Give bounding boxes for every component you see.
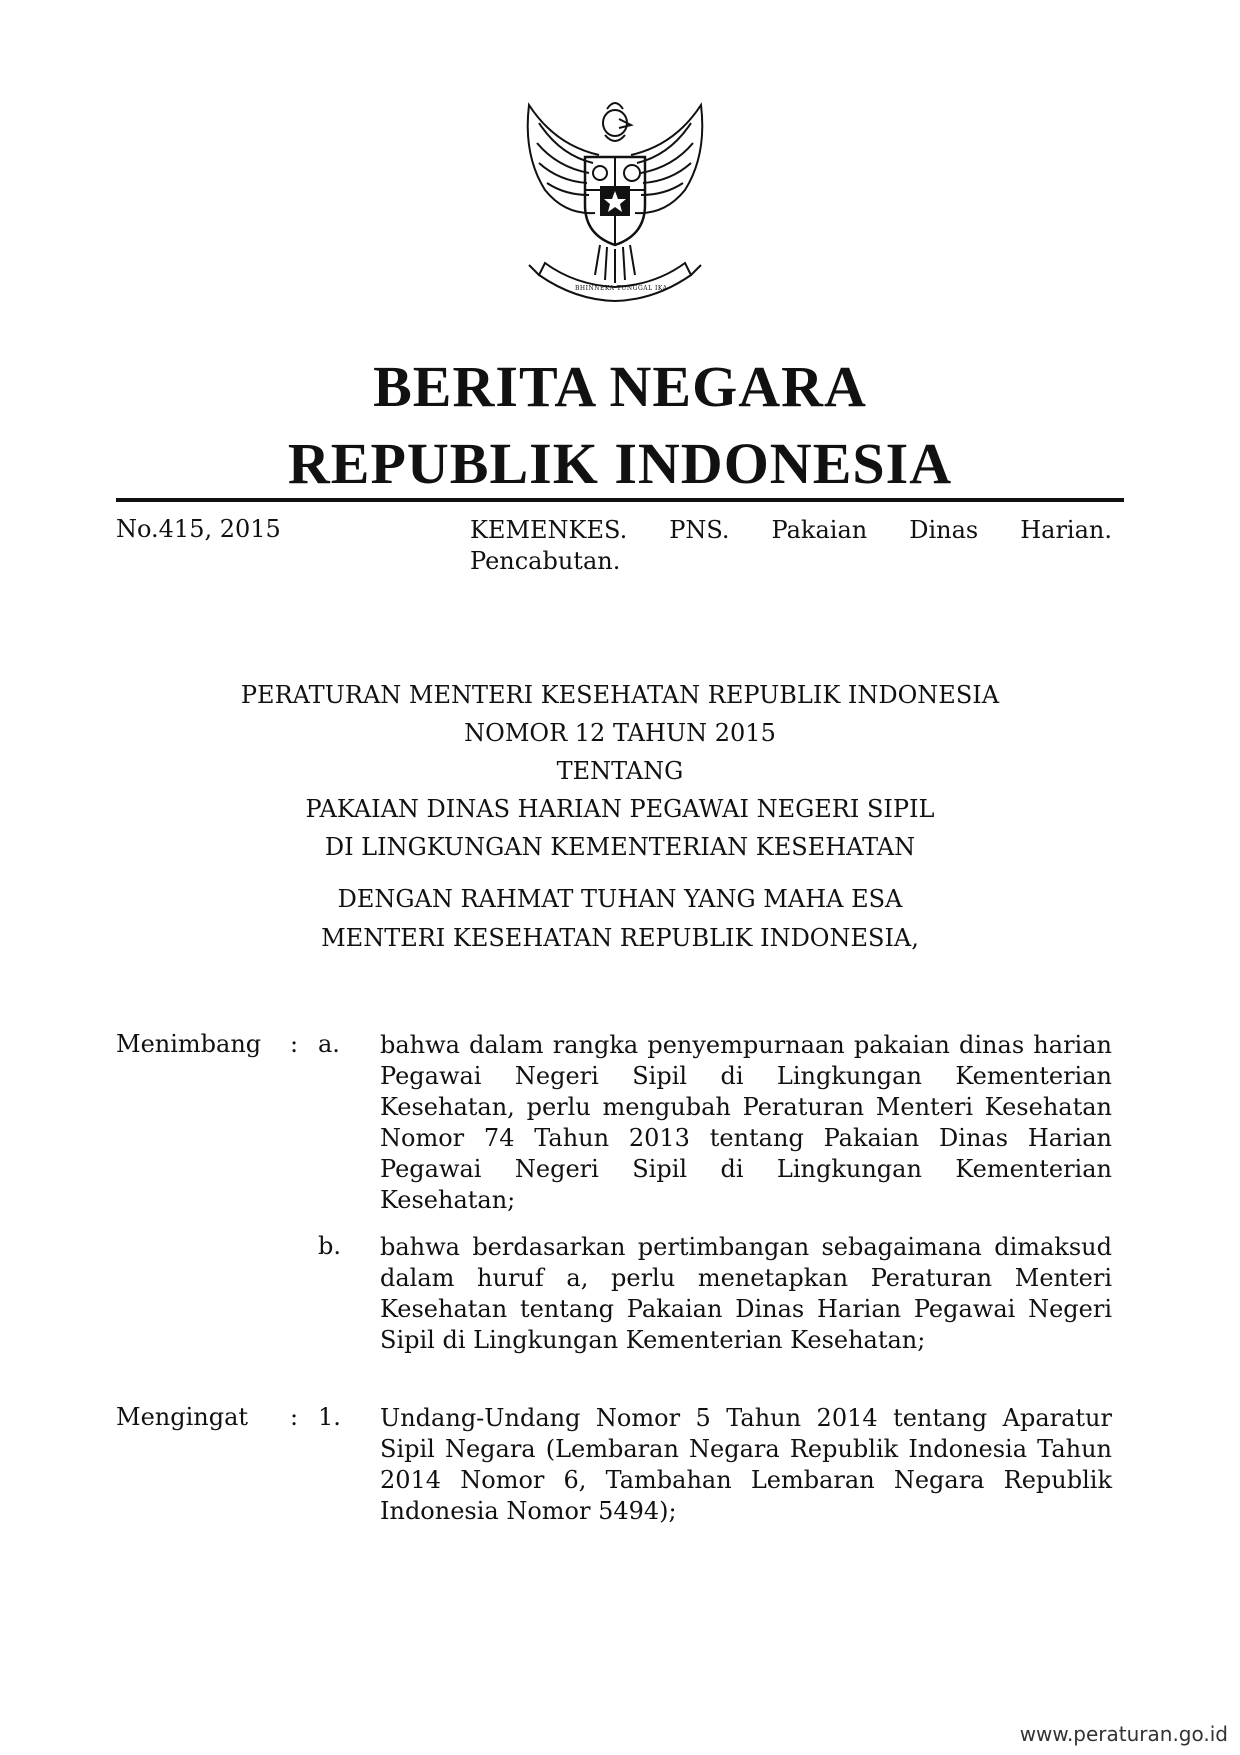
menimbang-label: Menimbang (116, 1030, 262, 1058)
invocation (0, 880, 1240, 958)
title-line: NOMOR 12 TAHUN 2015 (464, 719, 776, 747)
invocation-line: DENGAN RAHMAT TUHAN YANG MAHA ESA (337, 885, 903, 913)
footer-url-link[interactable]: www.peraturan.go.id (1019, 1722, 1228, 1746)
publication-subject: KEMENKES. PNS. Pakaian Dinas Harian. Pencabutan. (470, 516, 1112, 575)
item-marker: a. (318, 1030, 340, 1058)
masthead-line-2: REPUBLIK INDONESIA (287, 431, 953, 496)
emblem-motto: BHINNEKA TUNGGAL IKA (575, 285, 668, 292)
publication-number: No.415, 2015 (116, 515, 281, 543)
garuda-emblem-icon (515, 95, 715, 305)
regulation-title (0, 676, 1240, 866)
title-line: PAKAIAN DINAS HARIAN PEGAWAI NEGERI SIPIL (305, 795, 935, 823)
masthead-divider (116, 498, 1124, 502)
item-marker: b. (318, 1232, 341, 1260)
mengingat-label: Mengingat (116, 1403, 249, 1431)
mengingat-item-1: Undang-Undang Nomor 5 Tahun 2014 tentang Aparatur Sipil Negara (Lembaran Negara Republik Indonesia Tahun 2014 Nomor 6, Tambahan Lembaran Negara Republik Indonesia Nomor 5494); (380, 1404, 1112, 1525)
mengingat-colon: : (290, 1403, 299, 1431)
item-marker: 1. (318, 1403, 341, 1431)
menimbang-item-b: bahwa berdasarkan pertimbangan sebagaimana dimaksud dalam huruf a, perlu menetapkan Peraturan Menteri Kesehatan tentang Pakaian Dinas Harian Pegawai Negeri Sipil di Lingkungan Kementerian Kesehatan; (380, 1233, 1112, 1354)
masthead-line-1: BERITA NEGARA (373, 354, 867, 419)
menimbang-colon: : (290, 1030, 299, 1058)
title-line: TENTANG (556, 757, 684, 785)
invocation-line: MENTERI KESEHATAN REPUBLIK INDONESIA, (321, 924, 919, 952)
menimbang-item-a: bahwa dalam rangka penyempurnaan pakaian dinas harian Pegawai Negeri Sipil di Lingkungan Kementerian Kesehatan, perlu mengubah Peraturan Menteri Kesehatan Nomor 74 Tahun 2013 tentang Pakaian Dinas Harian Pegawai Negeri Sipil di Lingkungan Kementerian Kesehatan; (380, 1031, 1112, 1214)
title-line: PERATURAN MENTERI KESEHATAN REPUBLIK INDONESIA (240, 681, 1000, 709)
title-line: DI LINGKUNGAN KEMENTERIAN KESEHATAN (324, 833, 916, 861)
